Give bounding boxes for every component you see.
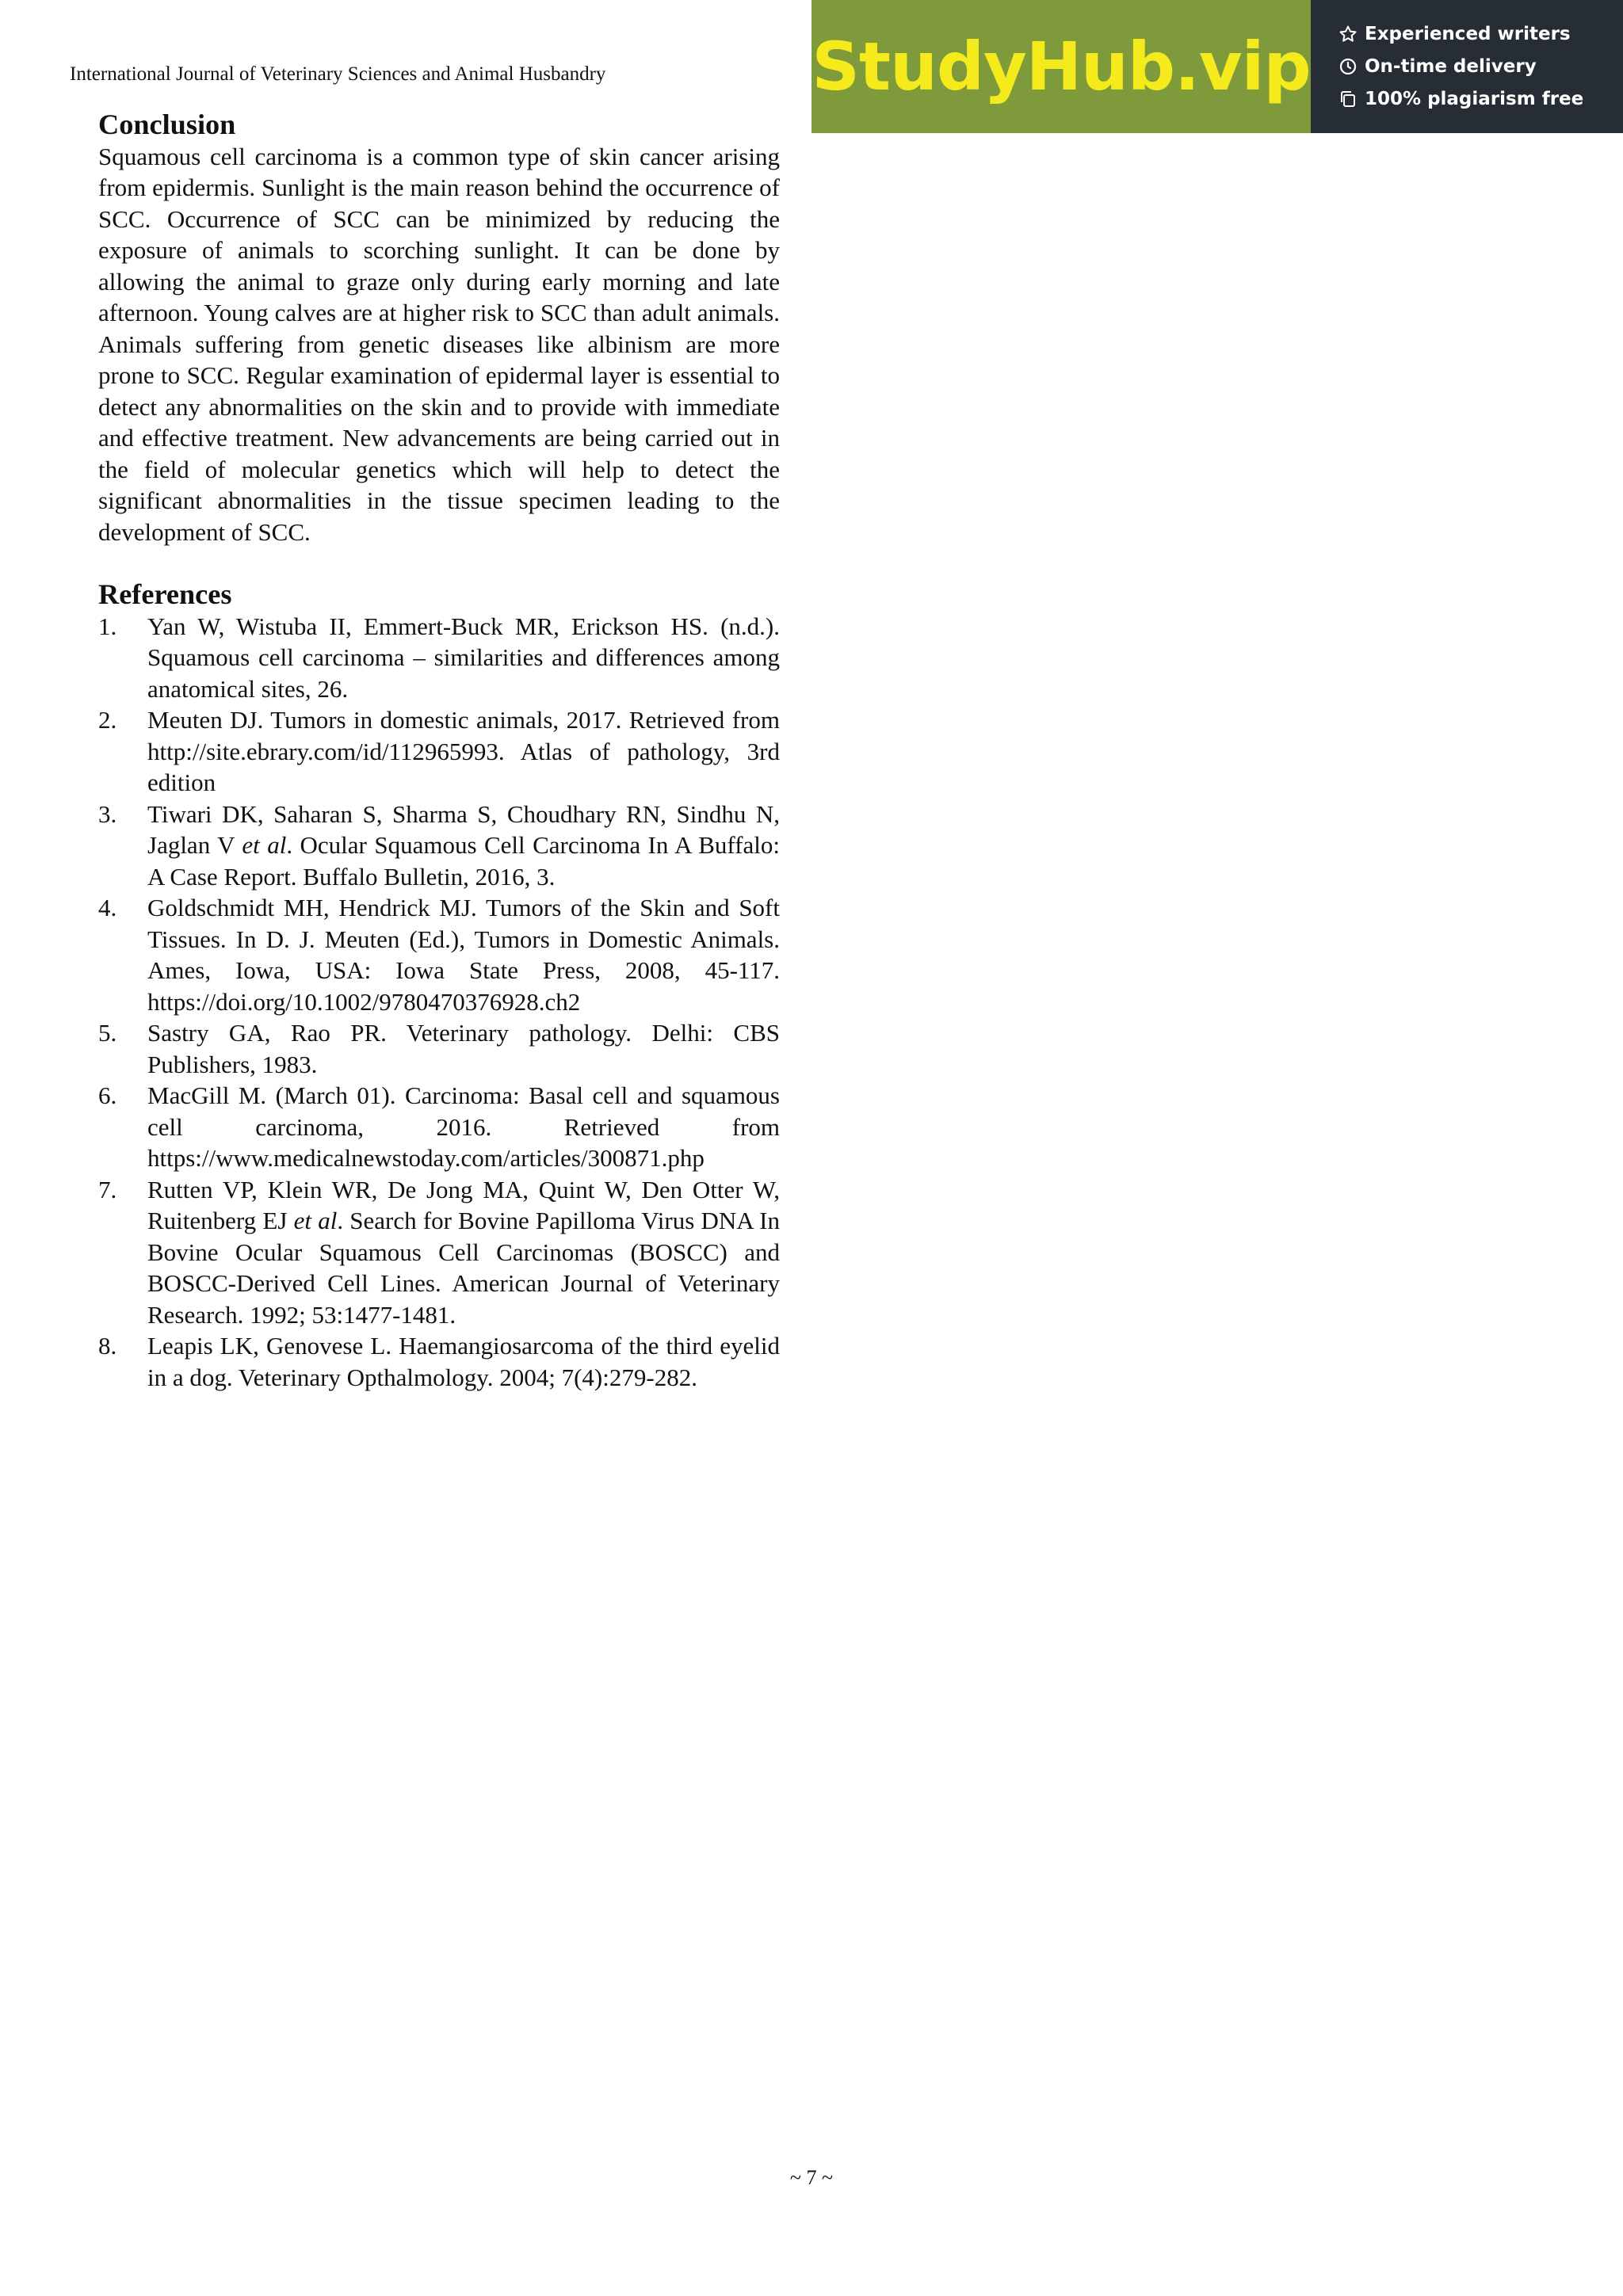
reference-text: Meuten DJ. Tumors in domestic animals, 2017. Retrieved from http://site.ebrary.com/id/112965993. Atlas of pathology, 3rd edition bbox=[147, 706, 780, 796]
reference-item-1 bbox=[98, 611, 780, 705]
reference-number: 2. bbox=[98, 706, 117, 734]
reference-item-6 bbox=[98, 1080, 780, 1174]
reference-number: 7. bbox=[98, 1175, 117, 1203]
ad-feature-writers bbox=[1338, 18, 1623, 51]
reference-text-rest: . Search for Bovine Papilloma Virus DNA In Bovine Ocular Squamous Cell Carcinomas (BOSCC) and BOSCC-Derived Cell Lines. American Journal of Veterinary Research. 1992; 53:1477-1481. bbox=[147, 1207, 780, 1329]
conclusion-heading: Conclusion bbox=[98, 109, 236, 140]
conclusion-paragraph: Squamous cell carcinoma is a common type of skin cancer arising from epidermis. Sunlight is the main reason behind the occurrence of SCC. Occurrence of SCC can be minimized by reducing the exposure of animals to scorching sunlight. It can be done by allowing the animal to graze only during early morning and late afternoon. Young calves are at higher risk to SCC than adult animals. Animals suffering from genetic diseases like albinism are more prone to SCC. Regular examination of epidermal layer is essential to detect any abnormalities on the skin and to provide with immediate and effective treatment. New advancements are being carried out in the field of molecular genetics which will help to detect the significant abnormalities in the tissue specimen leading to the development of SCC. bbox=[98, 142, 780, 546]
ad-feature-plagiarism bbox=[1338, 83, 1623, 116]
reference-text: Yan W, Wistuba II, Emmert-Buck MR, Erickson HS. (n.d.). Squamous cell carcinoma – similarities and differences among anatomical sites, 26. bbox=[147, 612, 780, 703]
reference-number: 8. bbox=[98, 1332, 117, 1360]
ad-feature-delivery bbox=[1338, 51, 1623, 83]
references-heading: References bbox=[98, 578, 232, 610]
reference-number: 3. bbox=[98, 799, 117, 828]
reference-number: 5. bbox=[98, 1019, 117, 1047]
star-icon bbox=[1338, 24, 1358, 44]
reference-text: Rutten VP, Klein WR, De Jong MA, Quint W, Den Otter W, Ruitenberg EJ bbox=[147, 1175, 780, 1234]
reference-et-al: et al bbox=[242, 831, 287, 859]
reference-item-7 bbox=[98, 1174, 780, 1331]
page-number: ~ 7 ~ bbox=[789, 2166, 834, 2189]
reference-item-8 bbox=[98, 1330, 780, 1393]
reference-item-5 bbox=[98, 1017, 780, 1080]
article-column bbox=[98, 109, 780, 1393]
reference-text: MacGill M. (March 01). Carcinoma: Basal cell and squamous cell carcinoma, 2016. Retrieved from https://www.medicalnewstoday.com/articles/300871.php bbox=[147, 1081, 780, 1172]
reference-item-4 bbox=[98, 892, 780, 1017]
ad-features-panel bbox=[1311, 0, 1623, 133]
journal-header: International Journal of Veterinary Sciences and Animal Husbandry bbox=[70, 63, 606, 85]
reference-number: 6. bbox=[98, 1081, 117, 1109]
reference-text-rest: . Ocular Squamous Cell Carcinoma In A Buffalo: A Case Report. Buffalo Bulletin, 2016, 3. bbox=[147, 831, 780, 891]
reference-item-2 bbox=[98, 704, 780, 799]
clock-icon bbox=[1338, 56, 1358, 77]
reference-list bbox=[98, 611, 780, 1394]
ad-feature-text: Experienced writers bbox=[1365, 23, 1571, 44]
reference-text: Goldschmidt MH, Hendrick MJ. Tumors of the Skin and Soft Tissues. In D. J. Meuten (Ed.), Tumors in Domestic Animals. Ames, Iowa, USA: Iowa State Press, 2008, 45-117. https://doi.org/10.1002/9780470376928.ch2 bbox=[147, 894, 780, 1016]
ad-feature-text: 100% plagiarism free bbox=[1365, 88, 1584, 109]
reference-number: 1. bbox=[98, 612, 117, 640]
studyhub-ad-banner[interactable] bbox=[812, 0, 1623, 133]
section-spacer bbox=[98, 547, 780, 579]
reference-number: 4. bbox=[98, 894, 117, 921]
reference-text: Sastry GA, Rao PR. Veterinary pathology. Delhi: CBS Publishers, 1983. bbox=[147, 1019, 780, 1078]
ad-feature-text: On-time delivery bbox=[1365, 55, 1537, 77]
reference-text: Tiwari DK, Saharan S, Sharma S, Choudhary RN, Sindhu N, Jaglan V bbox=[147, 799, 780, 859]
copy-icon bbox=[1338, 89, 1358, 109]
reference-item-3 bbox=[98, 799, 780, 893]
reference-et-al: et al bbox=[293, 1207, 338, 1234]
ad-brand-logo[interactable]: StudyHub.vip bbox=[812, 28, 1311, 105]
reference-text: Leapis LK, Genovese L. Haemangiosarcoma of the third eyelid in a dog. Veterinary Opthalmology. 2004; 7(4):279-282. bbox=[147, 1332, 780, 1391]
ad-brand-panel[interactable] bbox=[812, 0, 1311, 133]
